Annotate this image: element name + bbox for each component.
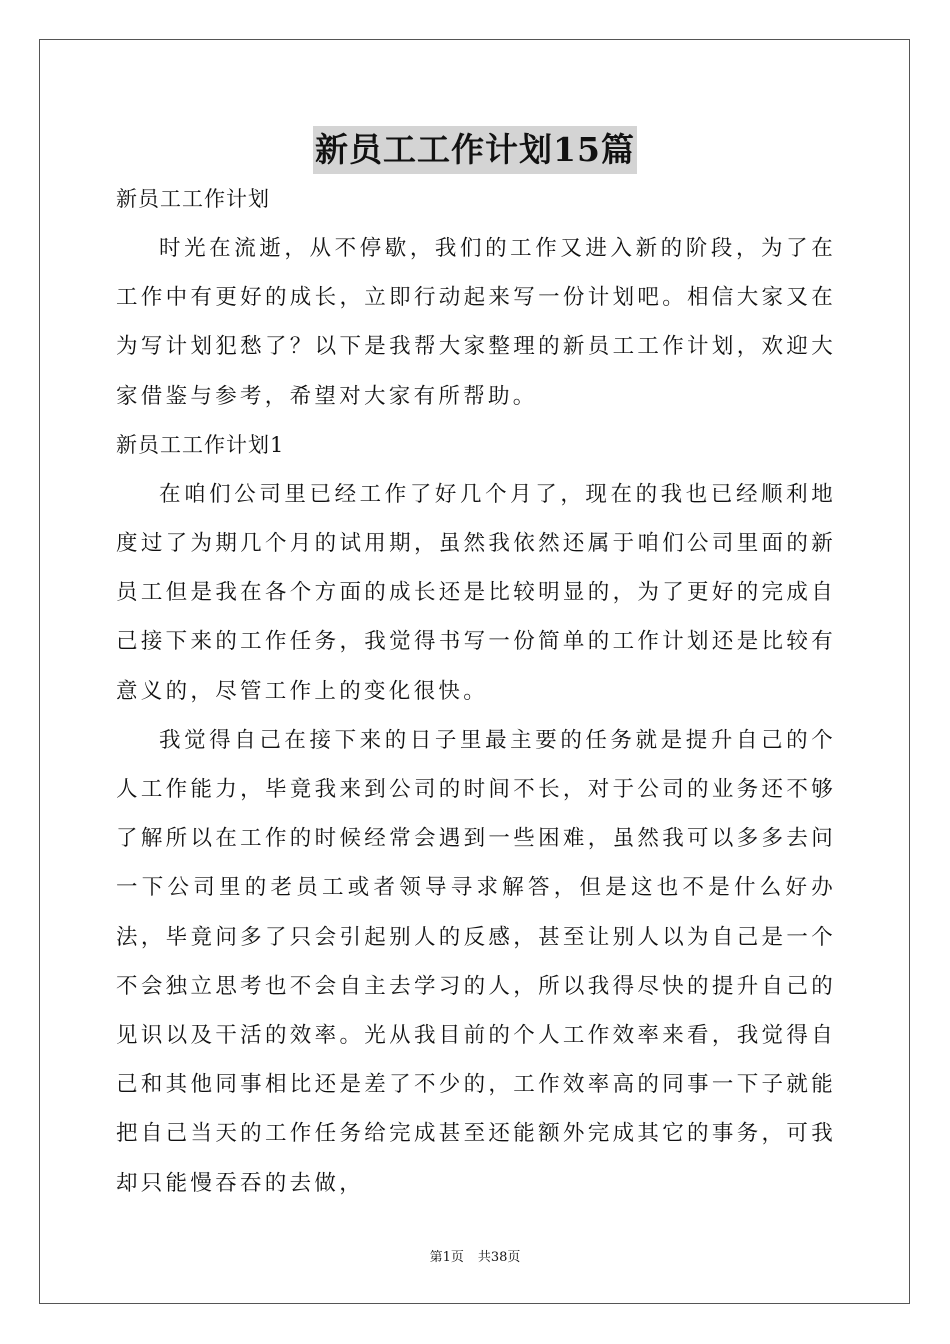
section-heading: 新员工工作计划1 — [116, 432, 285, 457]
page-footer — [0, 1248, 950, 1268]
document-body — [116, 175, 836, 1208]
page-total: 共38页 — [477, 1250, 521, 1265]
paragraph: 在咱们公司里已经工作了好几个月了，现在的我也已经顺利地度过了为期几个月的试用期，虽然我依然还属于咱们公司里面的新员工但是我在各个方面的成长还是比较明显的，为了更好的完成自己接下来的工作任务，我觉得书写一份简单的工作计划还是比较有意义的，尽管工作上的变化很快。 — [116, 481, 836, 704]
document-title-text: 新员工工作计划15篇 — [313, 126, 637, 174]
document-title — [0, 126, 950, 174]
paragraph: 我觉得自己在接下来的日子里最主要的任务就是提升自己的个人工作能力，毕竟我来到公司的时间不长，对于公司的业务还不够了解所以在工作的时候经常会遇到一些困难，虽然我可以多多去问一下公司里的老员工或者领导寻求解答，但是这也不是什么好办法，毕竟问多了只会引起别人的反感，甚至让别人以为自己是一个不会独立思考也不会自主去学习的人，所以我得尽快的提升自己的见识以及干活的效率。光从我目前的个人工作效率来看，我觉得自己和其他同事相比还是差了不少的，工作效率高的同事一下子就能把自己当天的工作任务给完成甚至还能额外完成其它的事务，可我却只能慢吞吞的去做， — [116, 727, 836, 1196]
page-number: 第1页 — [429, 1250, 464, 1265]
section-heading: 新员工工作计划 — [116, 187, 270, 211]
paragraph: 时光在流逝，从不停歇，我们的工作又进入新的阶段，为了在工作中有更好的成长，立即行动起来写一份计划吧。相信大家又在为写计划犯愁了？以下是我帮大家整理的新员工工作计划，欢迎大家借鉴与参考，希望对大家有所帮助。 — [116, 236, 836, 409]
